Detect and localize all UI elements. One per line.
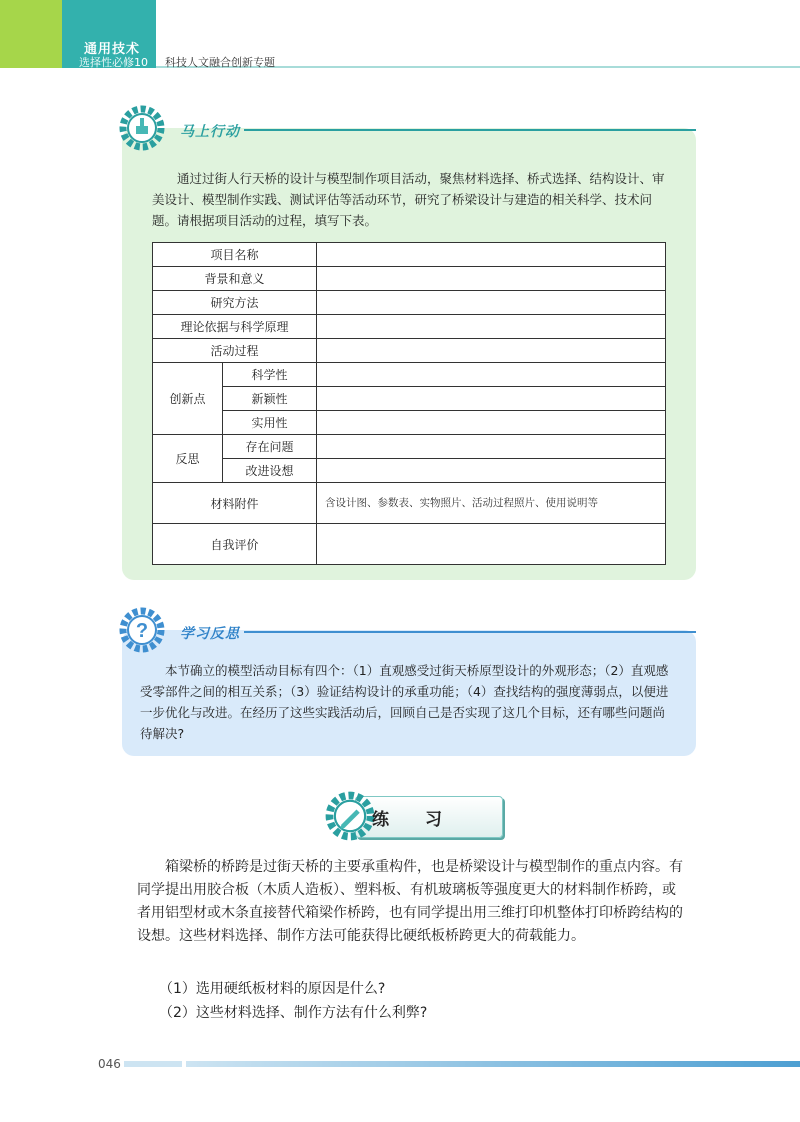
project-table bbox=[152, 242, 666, 565]
book-title: 通用技术 bbox=[84, 42, 141, 57]
attachments-note[interactable]: 含设计图、参数表、实物照片、活动过程照片、使用说明等 bbox=[317, 483, 666, 524]
row-label: 改进设想 bbox=[223, 459, 317, 483]
question-1: （1）选用硬纸板材料的原因是什么? bbox=[159, 981, 386, 997]
input-cell[interactable] bbox=[317, 243, 666, 267]
row-label: 理论依据与科学原理 bbox=[153, 315, 317, 339]
reflect-title: 学习反思 bbox=[180, 626, 240, 642]
input-cell[interactable] bbox=[317, 524, 666, 565]
input-cell[interactable] bbox=[317, 387, 666, 411]
group-label: 反思 bbox=[153, 435, 223, 483]
row-label: 存在问题 bbox=[223, 435, 317, 459]
row-label: 项目名称 bbox=[153, 243, 317, 267]
exercise-title: 练习 bbox=[372, 810, 478, 830]
table-row bbox=[153, 483, 666, 524]
gear-question-icon bbox=[118, 606, 166, 654]
table-row bbox=[153, 243, 666, 267]
group-label: 创新点 bbox=[153, 363, 223, 435]
table-row bbox=[153, 524, 666, 565]
input-cell[interactable] bbox=[317, 435, 666, 459]
table-row bbox=[153, 411, 666, 435]
input-cell[interactable] bbox=[317, 363, 666, 387]
gear-hand-icon bbox=[118, 104, 166, 152]
book-subtitle: 选择性必修10 bbox=[79, 56, 148, 69]
input-cell[interactable] bbox=[317, 315, 666, 339]
row-label: 实用性 bbox=[223, 411, 317, 435]
row-label: 研究方法 bbox=[153, 291, 317, 315]
action-title: 马上行动 bbox=[180, 124, 240, 140]
table-row bbox=[153, 435, 666, 459]
input-cell[interactable] bbox=[317, 339, 666, 363]
table-row bbox=[153, 267, 666, 291]
page-number: 046 bbox=[98, 1057, 121, 1071]
footer-bar bbox=[186, 1061, 800, 1067]
question-2: （2）这些材料选择、制作方法有什么利弊? bbox=[159, 1005, 428, 1021]
input-cell[interactable] bbox=[317, 267, 666, 291]
table-row bbox=[153, 363, 666, 387]
table-row bbox=[153, 459, 666, 483]
row-label: 新颖性 bbox=[223, 387, 317, 411]
gear-pencil-icon bbox=[324, 790, 376, 842]
action-intro: 通过过街人行天桥的设计与模型制作项目活动，聚焦材料选择、桥式选择、结构设计、审美设计、模型制作实践、测试评估等活动环节，研究了桥梁设计与建造的相关科学、技术问题。请根据项目活动的过程，填写下表。 bbox=[152, 171, 665, 228]
row-label: 材料附件 bbox=[153, 483, 317, 524]
row-label: 科学性 bbox=[223, 363, 317, 387]
footer-bar-left bbox=[124, 1061, 182, 1067]
reflect-title-rule bbox=[244, 631, 696, 633]
action-title-rule bbox=[244, 129, 696, 131]
table-row bbox=[153, 387, 666, 411]
row-label: 自我评价 bbox=[153, 524, 317, 565]
table-row bbox=[153, 291, 666, 315]
header-green-block bbox=[0, 0, 62, 68]
topic-title: 科技人文融合创新专题 bbox=[165, 56, 275, 69]
input-cell[interactable] bbox=[317, 459, 666, 483]
input-cell[interactable] bbox=[317, 291, 666, 315]
exercise-text: 箱梁桥的桥跨是过街天桥的主要承重构件，也是桥梁设计与模型制作的重点内容。有同学提出用胶合板（木质人造板）、塑料板、有机玻璃板等强度更大的材料制作桥跨，或者用铝型材或木条直接替代箱梁作桥跨，也有同学提出用三维打印机整体打印桥跨结构的设想。这些材料选择、制作方法可能获得比硬纸板桥跨更大的荷载能力。 bbox=[137, 859, 683, 944]
reflect-text: 本节确立的模型活动目标有四个：（1）直观感受过街天桥原型设计的外观形态；（2）直观感受零部件之间的相互关系；（3）验证结构设计的承重功能；（4）查找结构的强度薄弱点，以便进一步优化与改进。在经历了这些实践活动后，回顾自己是否实现了这几个目标，还有哪些问题尚待解决? bbox=[140, 663, 669, 741]
table-row bbox=[153, 315, 666, 339]
row-label: 背景和意义 bbox=[153, 267, 317, 291]
input-cell[interactable] bbox=[317, 411, 666, 435]
svg-text:?: ? bbox=[135, 620, 149, 642]
table-row bbox=[153, 339, 666, 363]
row-label: 活动过程 bbox=[153, 339, 317, 363]
